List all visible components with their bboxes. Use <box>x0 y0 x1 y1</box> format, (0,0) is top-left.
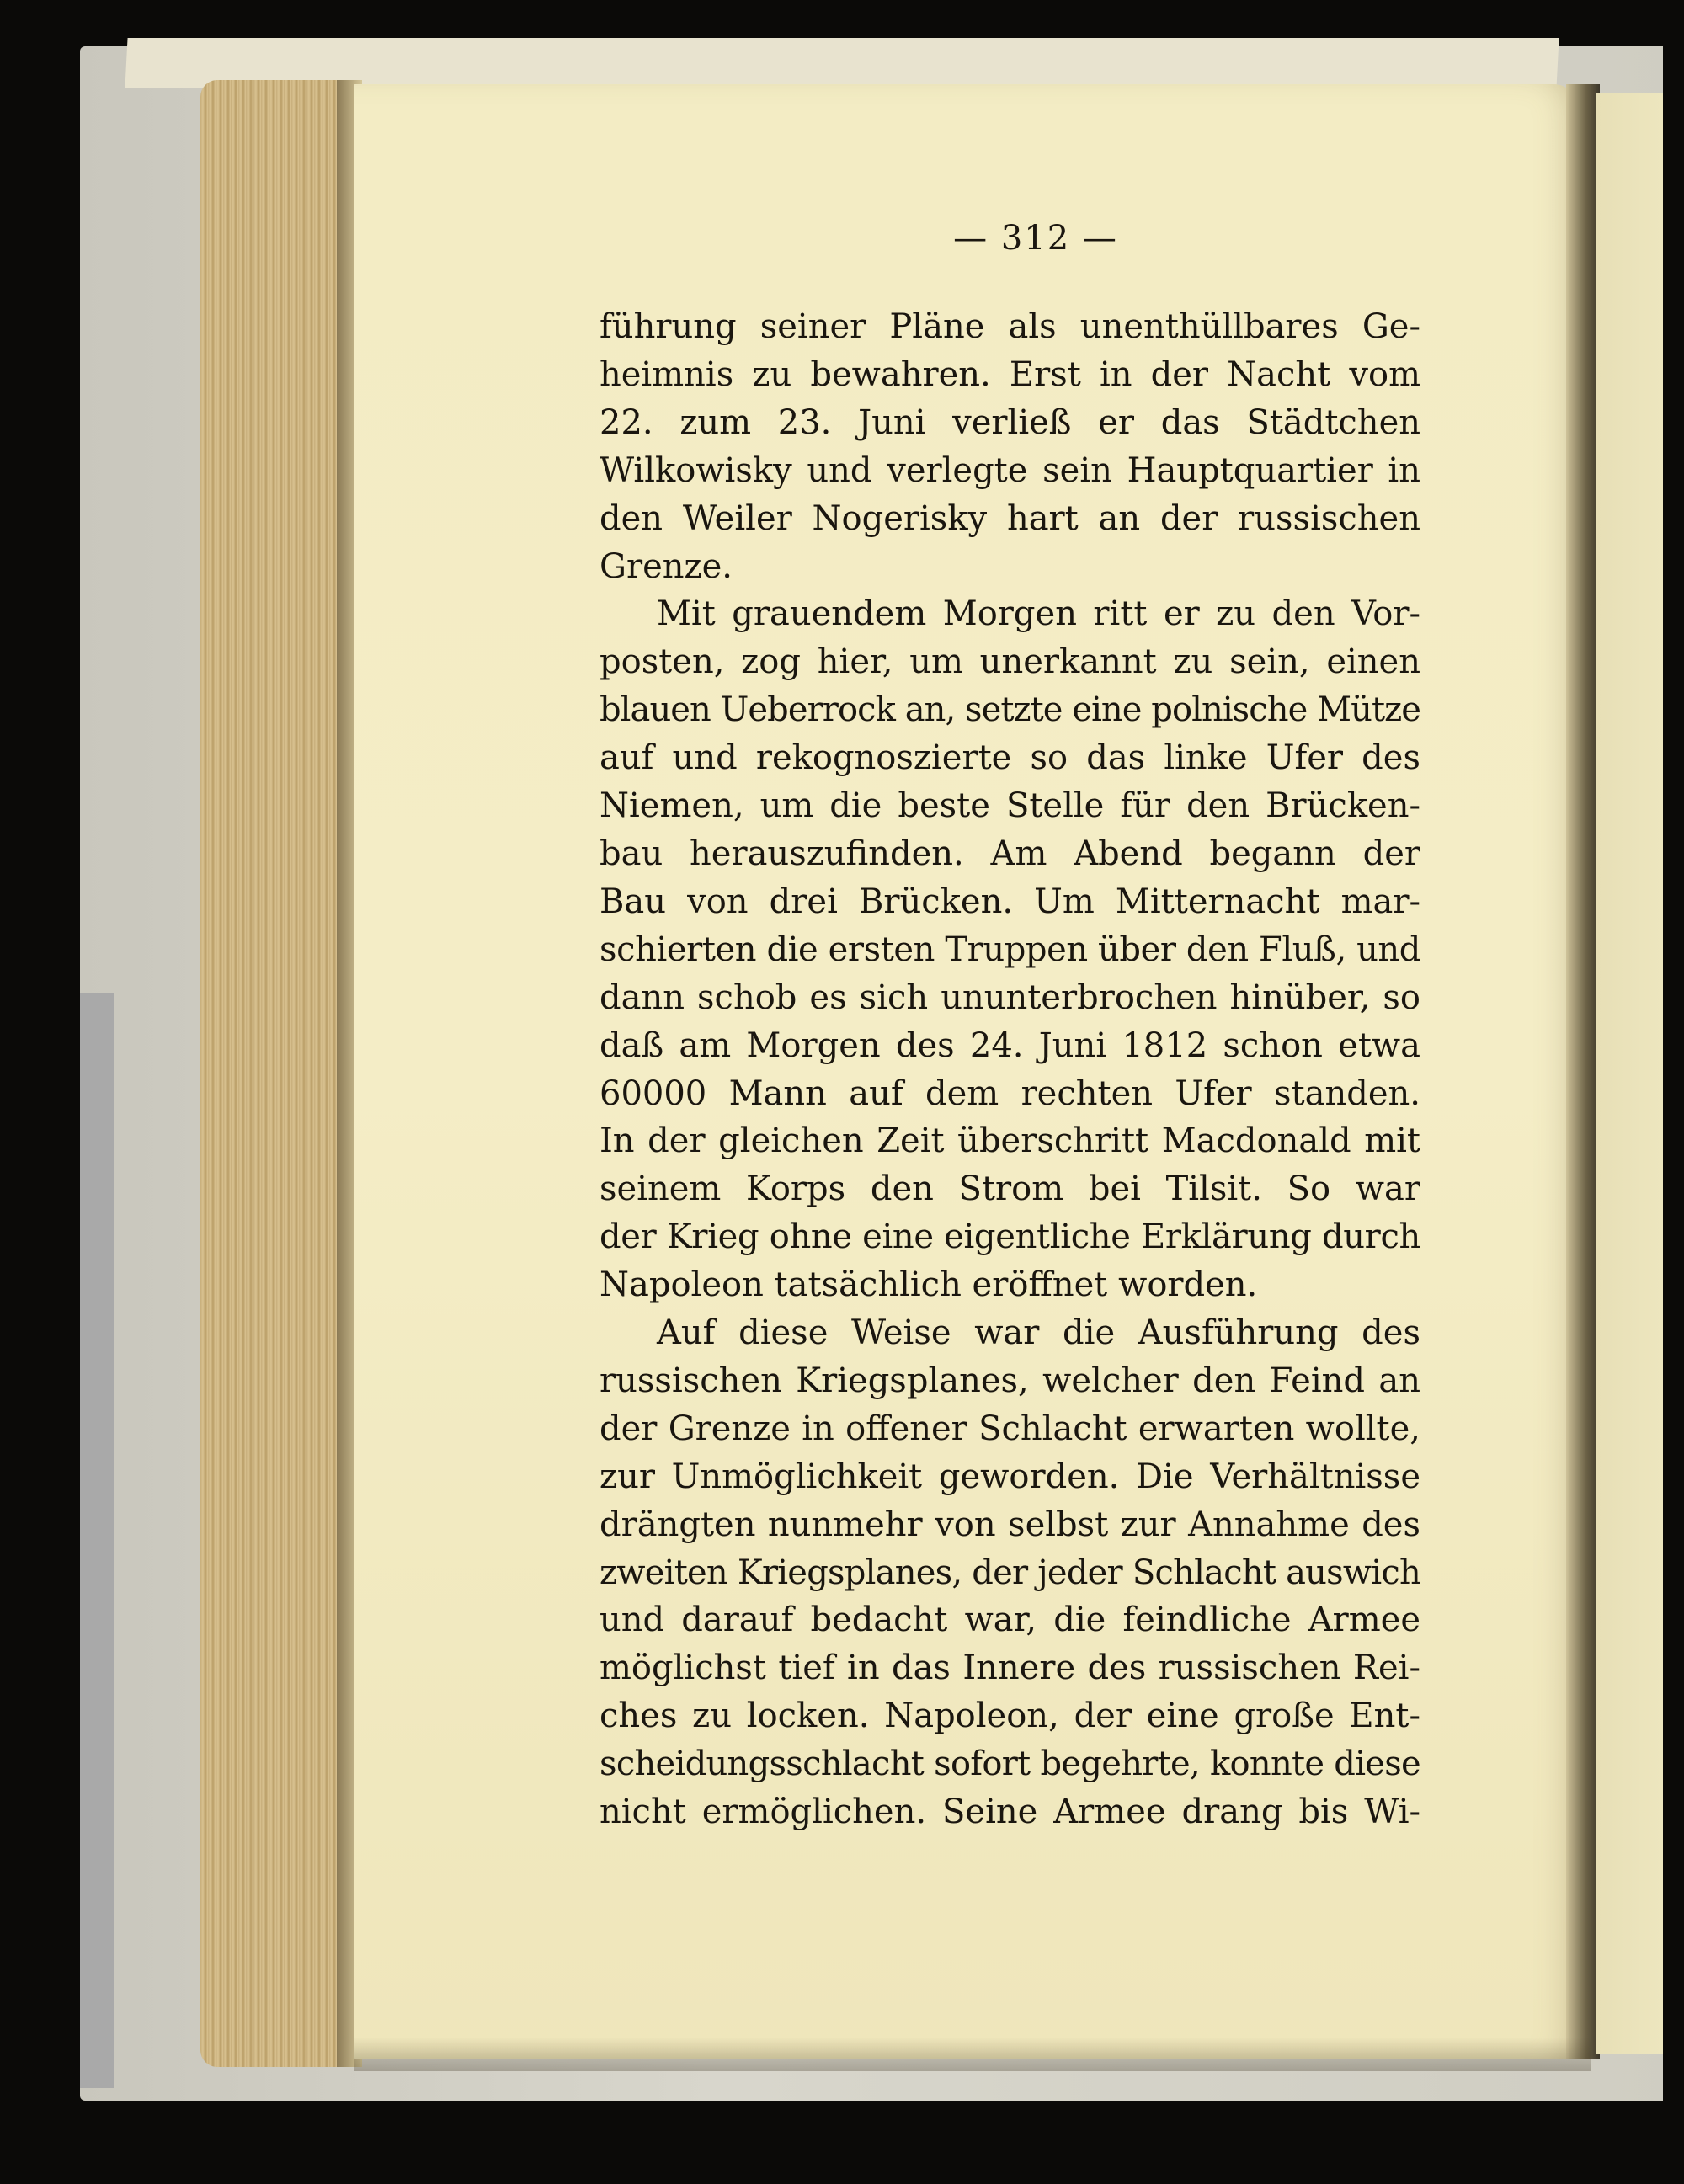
text-line: und darauf bedacht war, die feindliche Armee <box>600 1601 1420 1640</box>
text-line: Wilkowisky und verlegte sein Hauptquartier in <box>600 450 1420 490</box>
text-line: heimnis zu bewahren. Erst in der Nacht vom <box>600 354 1420 394</box>
text-line: scheidungsschlacht sofort begehrte, konnte diese <box>600 1745 1420 1784</box>
text-line: ches zu locken. Napoleon, der eine große Ent- <box>600 1697 1420 1736</box>
text-line: führung seiner Pläne als unenthüllbares Ge- <box>600 307 1420 346</box>
text-line: 60000 Mann auf dem rechten Ufer standen. <box>600 1073 1420 1113</box>
text-line: der Krieg ohne eine eigentliche Erklärung durch <box>600 1217 1420 1257</box>
page-number-header: — 312 — <box>953 219 1118 258</box>
text-line: den Weiler Nogerisky hart an der russischen <box>600 498 1420 538</box>
page-bottom-shadow <box>354 2038 1591 2071</box>
text-line: In der gleichen Zeit überschritt Macdonald mit <box>600 1121 1420 1161</box>
text-line: schierten die ersten Truppen über den Fluß, und <box>600 930 1420 969</box>
body-text <box>600 303 1420 1836</box>
book-gutter <box>1566 84 1600 2059</box>
text-line: Mit grauendem Morgen ritt er zu den Vor- <box>657 594 1420 634</box>
cover-left-edge <box>80 993 114 2088</box>
text-line: drängten nunmehr von selbst zur Annahme des <box>600 1505 1420 1544</box>
text-line: der Grenze in offener Schlacht erwarten wollte, <box>600 1409 1420 1448</box>
text-line: zweiten Kriegsplanes, der jeder Schlacht auswich <box>600 1553 1420 1592</box>
text-line: posten, zog hier, um unerkannt zu sein, einen <box>600 642 1420 682</box>
text-line: Napoleon tatsächlich eröffnet worden. <box>600 1265 1258 1305</box>
text-line: bau herauszufinden. Am Abend begann der <box>600 834 1420 873</box>
text-line: seinem Korps den Strom bei Tilsit. So war <box>600 1169 1420 1209</box>
text-line: zur Unmöglichkeit geworden. Die Verhältnisse <box>600 1457 1420 1496</box>
text-line: dann schob es sich ununterbrochen hinüber, so <box>600 977 1420 1017</box>
text-line: Grenze. <box>600 546 733 586</box>
page-block-edge <box>200 80 352 2067</box>
scan-background-right <box>1663 0 1684 2184</box>
text-line: Niemen, um die beste Stelle für den Brücken- <box>600 786 1420 826</box>
text-line: Bau von drei Brücken. Um Mitternacht mar- <box>600 882 1420 921</box>
text-line: nicht ermöglichen. Seine Armee drang bis Wi- <box>600 1792 1420 1832</box>
text-line: 22. zum 23. Juni verließ er das Städtchen <box>600 402 1420 442</box>
text-line: möglichst tief in das Innere des russischen Rei- <box>600 1649 1420 1688</box>
text-line: Auf diese Weise war die Ausführung des <box>657 1313 1420 1353</box>
text-line: auf und rekognoszierte so das linke Ufer des <box>600 738 1420 778</box>
text-line: blauen Ueberrock an, setzte eine polnische Mütze <box>600 690 1420 730</box>
text-line: daß am Morgen des 24. Juni 1812 schon etwa <box>600 1025 1420 1065</box>
text-line: russischen Kriegsplanes, welcher den Feind an <box>600 1361 1420 1400</box>
